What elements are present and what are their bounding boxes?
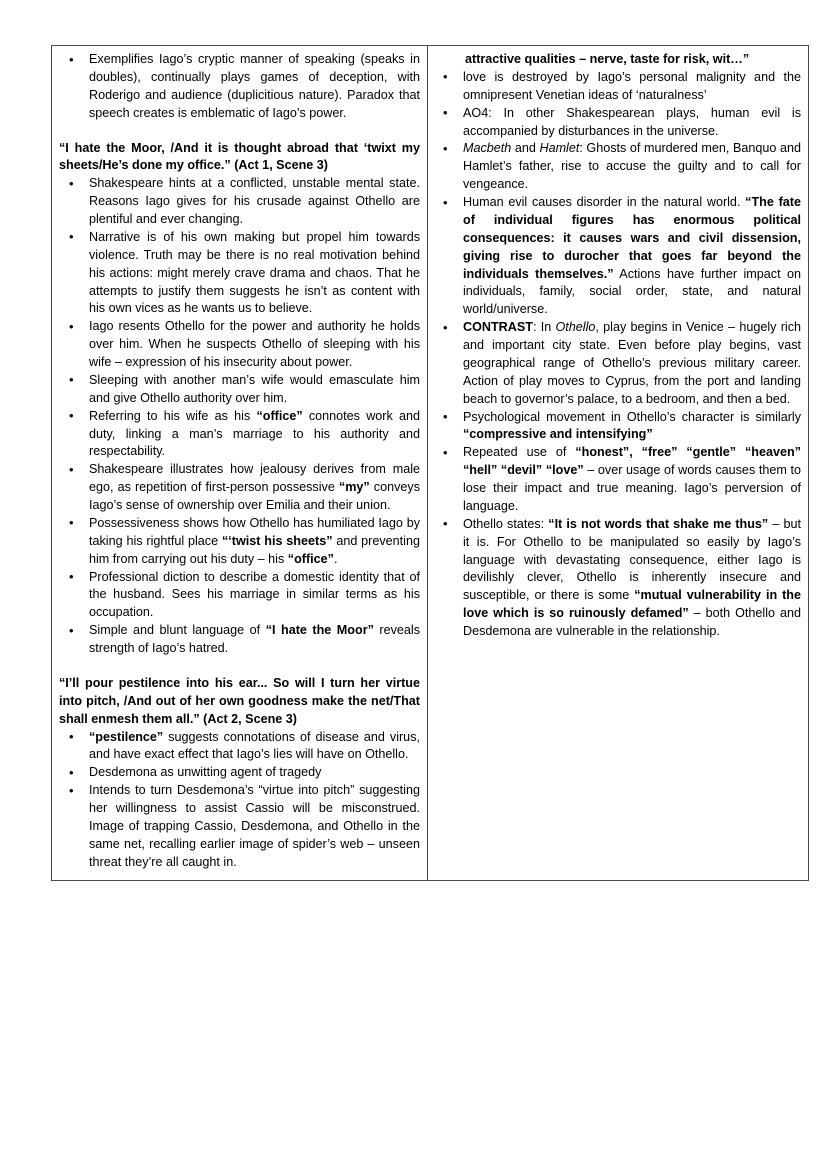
bullet-item: • Othello states: “It is not words that shake me thus” – but it is. For Othello to be manipulated so easily by Iago’s language with devastating consequence, either Iago is devilishly clever, Othello is inherently insecure and susceptible, or there is some “mutual vulnerability in the love which is so ruinously defamed” – both Othello and Desdemona are vulnerable in the relationship. [435, 516, 801, 641]
quotation-heading: “I hate the Moor, /And it is thought abroad that ‘twixt my sheets/He’s done my office.” (Act 1, Scene 3) [59, 140, 420, 173]
bullet-item: • Shakespeare hints at a conflicted, unstable mental state. Reasons Iago gives for his crusade against Othello are plentiful and ever changing. [59, 175, 420, 229]
bullet-item: • Narrative is of his own making but propel him towards violence. Truth may be there is no real motivation behind his actions: might merely crave drama and chaos. That he attempts to justify them suggests he isn’t as content with his own vices as he wants us to believe. [59, 229, 420, 318]
bullet-item: • “pestilence” suggests connotations of disease and virus, and have exact effect that Iago’s lies will have on Othello. [59, 729, 420, 765]
bullet-item: • love is destroyed by Iago’s personal malignity and the omnipresent Venetian ideas of ‘naturalness’ [435, 69, 801, 105]
bullet-item: • Iago resents Othello for the power and authority he holds over him. When he suspects Othello of sleeping with his wife – expression of his insecurity about power. [59, 318, 420, 372]
bullet-item: • Psychological movement in Othello’s character is similarly “compressive and intensifying” [435, 409, 801, 445]
table-cell-right [428, 46, 809, 881]
table-cell-left [52, 46, 428, 881]
bullet-list [435, 69, 801, 641]
blank-line [59, 123, 420, 140]
left-column-blocks [59, 51, 420, 872]
bullet-item: • Macbeth and Hamlet: Ghosts of murdered men, Banquo and Hamlet’s father, rise to accuse the guilty and to call for vengeance. [435, 140, 801, 194]
right-column-content [435, 51, 801, 641]
bullet-item: • AO4: In other Shakespearean plays, human evil is accompanied by disturbances in the universe. [435, 105, 801, 141]
quotation-heading: “I’ll pour pestilence into his ear... So will I turn her virtue into pitch, /And out of her own goodness make the net/That shall enmesh them all.” (Act 2, Scene 3) [59, 675, 420, 726]
bullet-item: • CONTRAST: In Othello, play begins in Venice – hugely rich and important city state. Even before play begins, vast geographical range of Othello’s previous military career. Action of play moves to Cyprus, from the port and landing beach to governor’s palace, to a bedroom, and then a bed. [435, 319, 801, 408]
bullet-item: • Simple and blunt language of “I hate the Moor” reveals strength of Iago’s hatred. [59, 622, 420, 658]
bullet-item: • Desdemona as unwitting agent of tragedy [59, 764, 420, 782]
bullet-item: • Possessiveness shows how Othello has humiliated Iago by taking his rightful place “‘twist his sheets” and preventing him from carrying out his duty – his “office”. [59, 515, 420, 569]
bullet-item: • Repeated use of “honest”, “free” “gentle” “heaven” “hell” “devil” “love” – over usage of words causes them to lose their impact and true meaning. Iago’s perversion of language. [435, 444, 801, 516]
bullet-item: • Intends to turn Desdemona’s “virtue into pitch” suggesting her willingness to assist Cassio will be misconstrued. Image of trapping Cassio, Desdemona, and Othello in the same net, recalling earlier image of spider’s web – unseen threat they’re all caught in. [59, 782, 420, 871]
right-column-blocks [435, 51, 801, 641]
bullet-item: • Human evil causes disorder in the natural world. “The fate of individual figures has enormous political consequences: it causes wars and civil dissension, giving rise to durocher that goes far beyond the individuals themselves.” Actions have further impact on individuals, family, social order, state, and natural world/universe. [435, 194, 801, 319]
table-row [52, 46, 809, 881]
continued-quotation-text: attractive qualities – nerve, taste for risk, wit…” [465, 52, 750, 66]
bullet-item: • Exemplifies Iago’s cryptic manner of speaking (speaks in doubles), continually plays games of deception, with Roderigo and audience (duplicitious nature). Paradox that speech creates is emblematic of Iago’s power. [59, 51, 420, 123]
left-column-content [59, 51, 420, 872]
bullet-list [59, 729, 420, 872]
bullet-item: • Referring to his wife as his “office” connotes work and duty, linking a man’s marriage to his authority and respectability. [59, 408, 420, 462]
bullet-list [59, 51, 420, 123]
blank-line [59, 658, 420, 675]
bullet-item: • Professional diction to describe a domestic identity that of the husband. Sees his marriage in similar terms as his occupation. [59, 569, 420, 623]
notes-table [51, 45, 809, 881]
bullet-list [59, 175, 420, 658]
bullet-item: • Shakespeare illustrates how jealousy derives from male ego, as repetition of first-person possessive “my” conveys Iago’s sense of ownership over Emilia and their union. [59, 461, 420, 515]
bullet-item: • Sleeping with another man’s wife would emasculate him and give Othello authority over him. [59, 372, 420, 408]
